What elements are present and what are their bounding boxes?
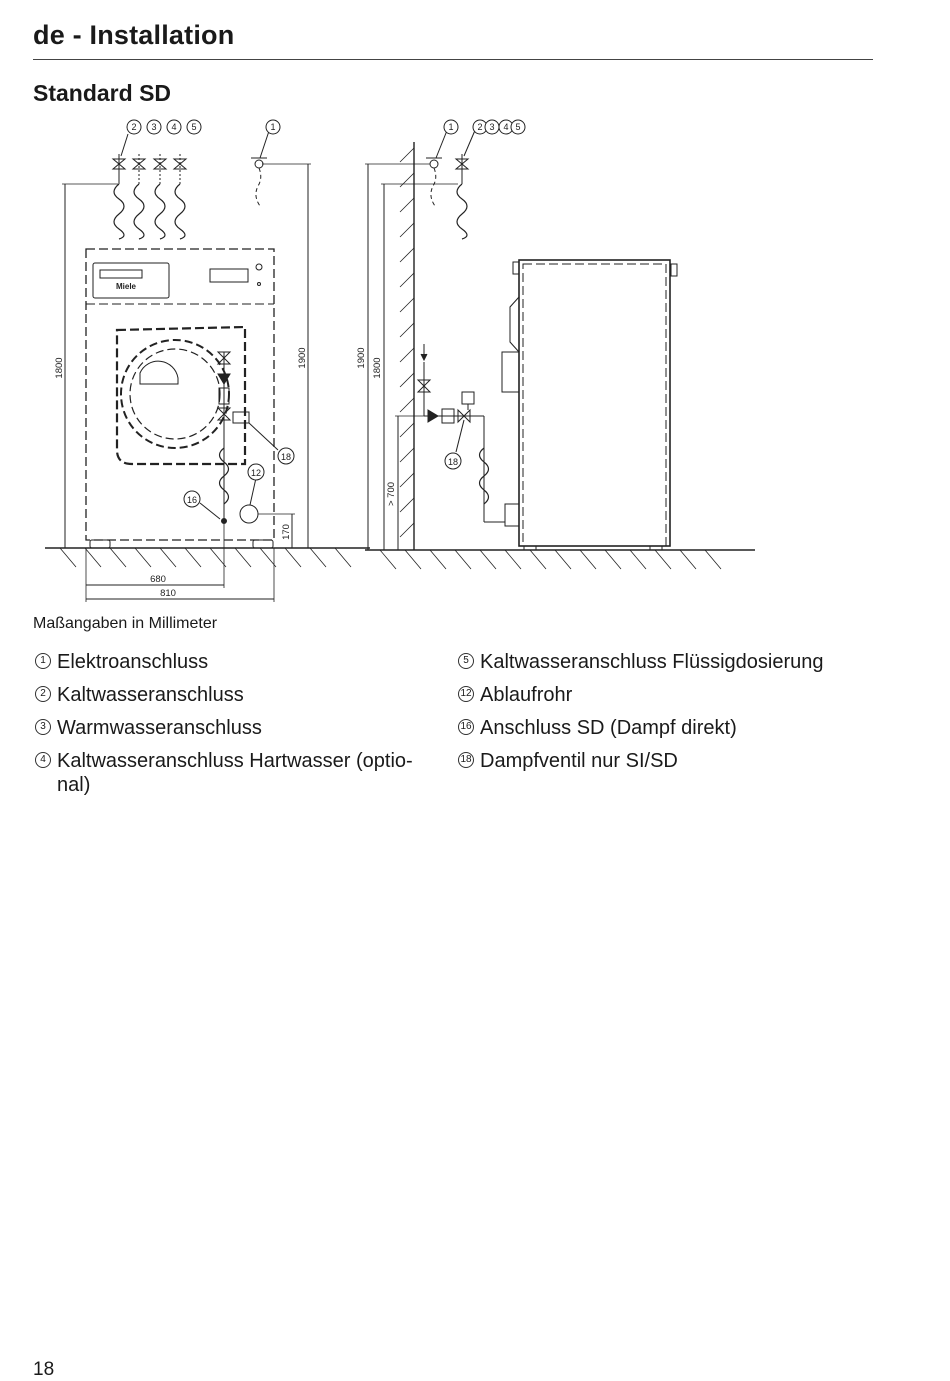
legend-item [456, 650, 876, 674]
legend-item [33, 683, 443, 707]
side-callout-2: 2 [477, 122, 483, 132]
dim-label-1800-side: 1800 [372, 357, 383, 379]
legend-item [456, 716, 876, 740]
dim-label-1900-side: 1900 [356, 347, 367, 369]
legend-text: Kaltwasseranschluss Hartwasser (optio- nal) [57, 750, 413, 796]
side-callout-4: 4 [503, 122, 509, 132]
page-header-title: de - Installation [33, 20, 235, 50]
legend-right [456, 650, 876, 782]
installation-diagram [40, 112, 770, 607]
dim-label-700: > 700 [386, 481, 397, 507]
section-title: Standard SD [33, 80, 172, 106]
legend-text: Warmwasseranschluss [57, 717, 262, 739]
legend-number: 12 [458, 686, 474, 702]
dim-label-1800-front: 1800 [54, 357, 65, 379]
header-divider [33, 59, 873, 60]
callout-12: 12 [250, 468, 262, 478]
callout-1: 1 [270, 122, 276, 132]
page-number: 18 [33, 1359, 55, 1380]
dim-label-810: 810 [160, 588, 176, 599]
wall-hatch [400, 148, 414, 537]
legend-item [456, 683, 876, 707]
callout-3: 3 [151, 122, 157, 132]
legend-item [456, 749, 876, 773]
dim-label-680: 680 [150, 574, 166, 585]
floor-hatch-front [60, 548, 351, 567]
legend-item [33, 650, 443, 674]
side-callout-5: 5 [515, 122, 521, 132]
legend-item [33, 716, 443, 740]
legend-number: 1 [35, 653, 51, 669]
side-callout-3: 3 [489, 122, 495, 132]
callout-18: 18 [280, 452, 292, 462]
callout-16: 16 [186, 495, 198, 505]
floor-hatch-side [380, 550, 721, 569]
side-callout-1: 1 [448, 122, 454, 132]
side-callout-18: 18 [447, 457, 459, 467]
legend-number: 5 [458, 653, 474, 669]
legend-text: Kaltwasseranschluss Flüssigdosierung [480, 651, 824, 673]
legend-number: 3 [35, 719, 51, 735]
brand-logo: Miele [115, 282, 137, 291]
legend-text: Elektroanschluss [57, 651, 209, 673]
legend-text: Anschluss SD (Dampf direkt) [480, 717, 737, 739]
legend-left [33, 650, 443, 806]
legend-number: 16 [458, 719, 474, 735]
legend-text: Ablaufrohr [480, 684, 573, 706]
dim-label-170: 170 [281, 524, 292, 540]
legend-number: 4 [35, 752, 51, 768]
legend-text: Kaltwasseranschluss [57, 684, 244, 706]
side-machine-outline [519, 260, 670, 546]
legend-number: 18 [458, 752, 474, 768]
legend-number: 2 [35, 686, 51, 702]
callout-2: 2 [131, 122, 137, 132]
dim-label-1900-front: 1900 [297, 347, 308, 369]
callout-5: 5 [191, 122, 197, 132]
legend-item [33, 749, 443, 797]
figure-caption: Maßangaben in Millimeter [33, 615, 218, 632]
callout-4: 4 [171, 122, 177, 132]
legend-text: Dampfventil nur SI/SD [480, 750, 678, 772]
